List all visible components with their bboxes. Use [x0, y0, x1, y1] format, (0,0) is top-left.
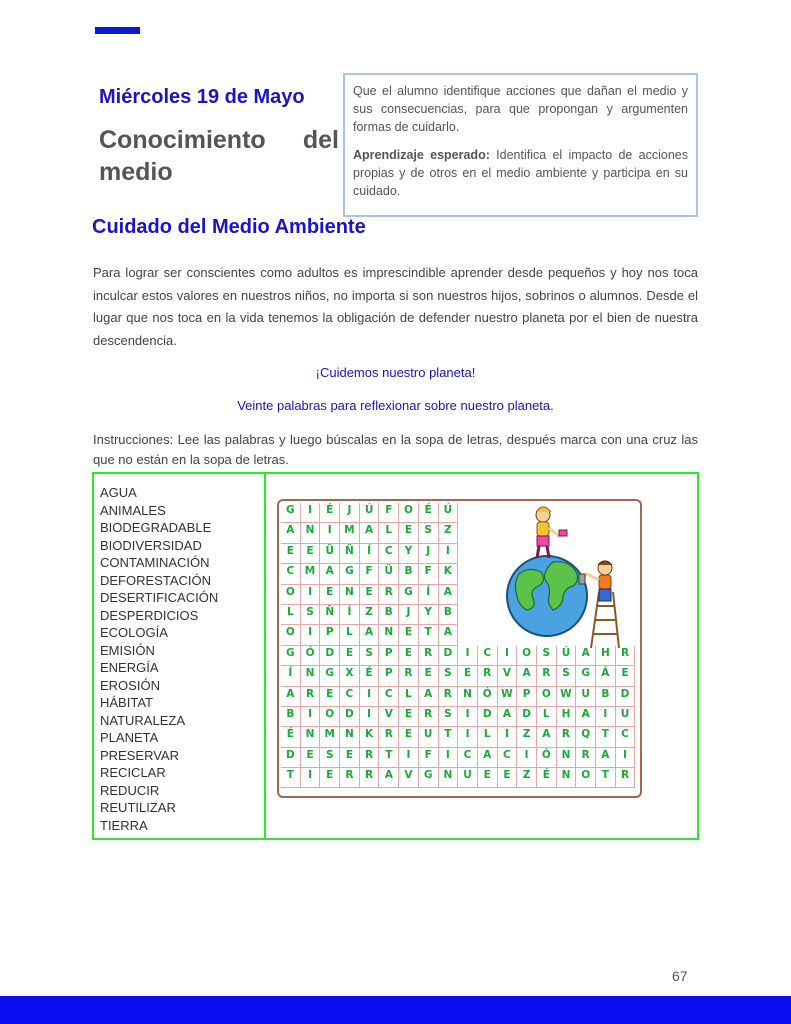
grid-letter[interactable]: V — [379, 707, 399, 727]
word-item: PLANETA — [100, 730, 159, 745]
grid-letter[interactable]: I — [596, 707, 616, 727]
grid-letter[interactable]: E — [419, 666, 439, 686]
grid-letter[interactable]: A — [439, 625, 459, 645]
grid-letter[interactable]: B — [596, 687, 616, 707]
grid-letter[interactable]: S — [320, 748, 340, 768]
word-item: HÁBITAT — [100, 695, 153, 710]
grid-letter[interactable]: N — [301, 666, 321, 686]
grid-letter[interactable]: E — [301, 544, 321, 564]
word-search-activity — [92, 472, 699, 840]
grid-letter[interactable]: C — [379, 687, 399, 707]
grid-letter[interactable]: R — [340, 768, 360, 788]
grid-letter[interactable]: A — [537, 727, 557, 747]
grid-letter[interactable]: Z — [517, 727, 537, 747]
grid-letter[interactable]: B — [281, 707, 301, 727]
grid-letter[interactable]: C — [498, 748, 518, 768]
grid-letter[interactable]: A — [379, 768, 399, 788]
grid-letter[interactable]: R — [616, 646, 636, 666]
grid-letter[interactable]: A — [576, 646, 596, 666]
boy-shirt — [599, 575, 611, 589]
grid-letter[interactable]: R — [419, 707, 439, 727]
grid-blank — [458, 585, 478, 605]
grid-letter[interactable]: L — [281, 605, 301, 625]
objective-box — [343, 73, 698, 217]
grid-letter[interactable]: F — [379, 503, 399, 523]
grid-letter[interactable]: N — [557, 768, 577, 788]
grid-letter[interactable]: A — [498, 707, 518, 727]
slogan: ¡Cuidemos nuestro planeta! — [315, 365, 476, 380]
learning-label: Aprendizaje esperado: — [353, 148, 490, 162]
instructions: Instrucciones: Lee las palabras y luego búscalas en la sopa de letras, después marca con una cruz las que no están en la sopa de letras. — [93, 432, 698, 467]
grid-letter[interactable]: É — [419, 503, 439, 523]
word-item: PRESERVAR — [100, 747, 179, 763]
word-item: DEFORESTACIÓN — [100, 572, 211, 588]
word-item: BIODEGRADABLE — [100, 520, 212, 535]
grid-letter[interactable]: R — [379, 585, 399, 605]
grid-letter[interactable]: T — [419, 625, 439, 645]
grid-letter[interactable]: F — [419, 564, 439, 584]
grid-blank — [458, 564, 478, 584]
grid-letter[interactable]: J — [399, 605, 419, 625]
grid-letter[interactable]: I — [301, 625, 321, 645]
grid-letter[interactable]: P — [379, 646, 399, 666]
grid-letter[interactable]: Ú — [557, 646, 577, 666]
grid-letter[interactable]: H — [596, 646, 616, 666]
grid-letter[interactable]: V — [399, 768, 419, 788]
boy-pants — [599, 589, 611, 601]
grid-blank — [458, 544, 478, 564]
column-divider — [264, 474, 266, 838]
grid-letter[interactable]: R — [379, 727, 399, 747]
grid-blank — [458, 503, 478, 523]
word-item: DESPERDICIOS — [100, 607, 199, 623]
grid-letter[interactable]: A — [419, 687, 439, 707]
grid-letter[interactable]: Ó — [537, 748, 557, 768]
grid-letter[interactable]: N — [301, 727, 321, 747]
grid-letter[interactable]: T — [439, 727, 459, 747]
girl-leg-right — [547, 546, 549, 558]
grid-letter[interactable]: I — [320, 523, 340, 543]
grid-letter[interactable]: A — [576, 707, 596, 727]
grid-letter[interactable]: B — [439, 605, 459, 625]
activity-subtitle: Veinte palabras para reflexionar sobre nuestro planeta. — [237, 398, 554, 413]
word-list — [100, 484, 218, 834]
grid-blank — [458, 605, 478, 625]
girl-pants — [537, 536, 549, 546]
grid-letter[interactable]: C — [340, 687, 360, 707]
word-item: ANIMALES — [100, 502, 166, 518]
grid-letter[interactable]: Y — [399, 544, 419, 564]
grid-letter[interactable]: V — [498, 666, 518, 686]
grid-letter[interactable]: N — [340, 727, 360, 747]
subject-title: Conocimiento del medio — [99, 126, 339, 186]
grid-letter[interactable]: I — [301, 768, 321, 788]
grid-letter[interactable]: Í — [340, 605, 360, 625]
grid-letter[interactable]: I — [301, 503, 321, 523]
grid-letter[interactable]: R — [576, 748, 596, 768]
grid-letter[interactable]: E — [320, 687, 340, 707]
grid-letter[interactable]: U — [616, 707, 636, 727]
grid-letter[interactable]: E — [399, 523, 419, 543]
grid-letter[interactable]: G — [419, 768, 439, 788]
grid-letter[interactable]: R — [557, 727, 577, 747]
grid-letter[interactable]: E — [399, 707, 419, 727]
boy-hair — [598, 561, 612, 565]
grid-letter[interactable]: E — [498, 768, 518, 788]
grid-letter[interactable]: N — [340, 585, 360, 605]
grid-blank — [458, 523, 478, 543]
grid-letter[interactable]: G — [281, 646, 301, 666]
grid-letter[interactable]: R — [537, 666, 557, 686]
word-item: ENERGÍA — [100, 660, 159, 675]
grid-letter[interactable]: A — [596, 748, 616, 768]
grid-letter[interactable]: Ñ — [340, 544, 360, 564]
grid-letter[interactable]: E — [458, 666, 478, 686]
grid-letter[interactable]: A — [281, 687, 301, 707]
grid-letter[interactable]: O — [320, 707, 340, 727]
grid-letter[interactable]: J — [419, 544, 439, 564]
word-item: REDUCIR — [100, 782, 160, 798]
word-item: DESERTIFICACIÓN — [100, 590, 219, 605]
grid-letter[interactable]: E — [616, 666, 636, 686]
lesson-date: Miércoles 19 de Mayo — [99, 86, 305, 108]
grid-letter[interactable]: J — [340, 503, 360, 523]
grid-letter[interactable]: D — [320, 646, 340, 666]
grid-letter[interactable]: H — [557, 707, 577, 727]
grid-letter[interactable]: S — [537, 646, 557, 666]
word-item: RECICLAR — [100, 765, 166, 780]
grid-letter[interactable]: I — [439, 544, 459, 564]
grid-letter[interactable]: D — [517, 707, 537, 727]
top-accent-bar — [95, 27, 140, 34]
grid-letter[interactable]: R — [360, 768, 380, 788]
grid-letter[interactable]: R — [360, 748, 380, 768]
grid-letter[interactable]: E — [320, 585, 340, 605]
intro-paragraph: Para lograr ser conscientes como adultos es imprescindible aprender desde pequeños y hoy nos toca inculcar estos valores en nuestros niños, no importa si son nuestros hijos, sobrinos o alumnos. Desde el lugar que nos toca en la vida tenemos la obligación de defender nuestro planeta por el bien de nuestra descendencia. — [93, 265, 698, 348]
word-item: ECOLOGÍA — [100, 625, 168, 640]
grid-letter[interactable]: C — [616, 727, 636, 747]
grid-letter[interactable]: O — [399, 503, 419, 523]
grid-letter[interactable]: T — [596, 727, 616, 747]
grid-letter[interactable]: C — [379, 544, 399, 564]
grid-letter[interactable]: I — [498, 727, 518, 747]
grid-letter[interactable]: P — [379, 666, 399, 686]
grid-letter[interactable]: G — [320, 666, 340, 686]
grid-letter[interactable]: É — [281, 727, 301, 747]
paint-brush — [579, 574, 585, 584]
word-search-frame — [277, 499, 642, 798]
girl-hair — [536, 507, 551, 512]
grid-letter[interactable]: A — [320, 564, 340, 584]
grid-letter[interactable]: Ü — [320, 544, 340, 564]
objective-purpose: Que el alumno identifique acciones que dañan el medio y sus consecuencias, para que propongan y argumenten formas de cuidarlo. — [353, 84, 688, 134]
grid-letter[interactable]: A — [360, 625, 380, 645]
grid-letter[interactable]: N — [301, 523, 321, 543]
page-number: 67 — [672, 968, 688, 984]
grid-letter[interactable]: T — [281, 768, 301, 788]
grid-letter[interactable]: G — [576, 666, 596, 686]
grid-letter[interactable]: Q — [576, 727, 596, 747]
grid-letter[interactable]: X — [340, 666, 360, 686]
grid-letter[interactable]: S — [439, 707, 459, 727]
grid-letter[interactable]: I — [458, 707, 478, 727]
learning-expected — [353, 146, 688, 200]
grid-letter[interactable]: E — [320, 768, 340, 788]
grid-letter[interactable]: O — [537, 687, 557, 707]
grid-letter[interactable]: F — [419, 748, 439, 768]
girl-shirt — [537, 522, 549, 536]
grid-letter[interactable]: D — [439, 646, 459, 666]
grid-letter[interactable]: R — [419, 646, 439, 666]
word-item: REUTILIZAR — [100, 800, 176, 815]
grid-letter[interactable]: O — [281, 585, 301, 605]
grid-letter[interactable]: G — [399, 585, 419, 605]
grid-letter[interactable]: R — [439, 687, 459, 707]
grid-letter[interactable]: E — [281, 544, 301, 564]
grid-letter[interactable]: I — [439, 748, 459, 768]
grid-letter[interactable]: R — [478, 666, 498, 686]
grid-letter[interactable]: I — [458, 727, 478, 747]
grid-letter[interactable]: O — [517, 646, 537, 666]
grid-letter[interactable]: N — [557, 748, 577, 768]
grid-letter[interactable]: Ó — [478, 687, 498, 707]
grid-letter[interactable]: Ü — [379, 564, 399, 584]
grid-letter[interactable]: D — [616, 687, 636, 707]
grid-letter[interactable]: L — [399, 687, 419, 707]
earth-children-illustration — [479, 502, 639, 650]
word-item: CONTAMINACIÓN — [100, 555, 210, 570]
grid-letter[interactable]: E — [301, 748, 321, 768]
grid-letter[interactable]: É — [320, 503, 340, 523]
grid-letter[interactable]: N — [379, 625, 399, 645]
grid-letter[interactable]: A — [517, 666, 537, 686]
grid-letter[interactable]: I — [399, 748, 419, 768]
grid-letter[interactable]: Á — [596, 666, 616, 686]
grid-letter[interactable]: D — [478, 707, 498, 727]
word-item: TIERRA — [100, 817, 148, 833]
grid-letter[interactable]: Z — [517, 768, 537, 788]
grid-letter[interactable]: C — [478, 646, 498, 666]
grid-letter[interactable]: G — [281, 503, 301, 523]
grid-letter[interactable]: E — [478, 768, 498, 788]
grid-letter[interactable]: K — [360, 727, 380, 747]
grid-letter[interactable]: R — [301, 687, 321, 707]
grid-letter[interactable]: F — [360, 564, 380, 584]
grid-letter[interactable]: L — [340, 625, 360, 645]
grid-letter[interactable]: N — [458, 687, 478, 707]
grid-letter[interactable]: C — [281, 564, 301, 584]
grid-letter[interactable]: E — [340, 748, 360, 768]
grid-letter[interactable]: P — [320, 625, 340, 645]
grid-letter[interactable]: I — [498, 646, 518, 666]
grid-letter[interactable]: S — [557, 666, 577, 686]
grid-letter[interactable]: I — [517, 748, 537, 768]
grid-letter[interactable]: Í — [360, 544, 380, 564]
grid-letter[interactable]: A — [281, 523, 301, 543]
grid-letter[interactable]: K — [439, 564, 459, 584]
grid-letter[interactable]: B — [379, 605, 399, 625]
grid-letter[interactable]: B — [399, 564, 419, 584]
bottom-accent-bar — [0, 996, 791, 1024]
grid-letter[interactable]: T — [379, 748, 399, 768]
grid-letter[interactable]: O — [576, 768, 596, 788]
grid-letter[interactable]: I — [301, 585, 321, 605]
grid-letter[interactable]: W — [557, 687, 577, 707]
grid-blank — [458, 625, 478, 645]
sponge — [559, 530, 567, 536]
word-item: AGUA — [100, 485, 137, 500]
grid-letter[interactable]: É — [360, 666, 380, 686]
section-title: Cuidado del Medio Ambiente — [92, 216, 366, 238]
grid-letter[interactable]: Ú — [360, 503, 380, 523]
grid-letter[interactable]: T — [596, 768, 616, 788]
grid-letter[interactable]: L — [478, 727, 498, 747]
grid-letter[interactable]: Ñ — [320, 605, 340, 625]
grid-letter[interactable]: L — [537, 707, 557, 727]
grid-letter[interactable]: R — [399, 666, 419, 686]
grid-letter[interactable]: I — [458, 646, 478, 666]
grid-letter[interactable]: Z — [439, 523, 459, 543]
grid-letter[interactable]: D — [281, 748, 301, 768]
grid-letter[interactable]: U — [419, 727, 439, 747]
grid-letter[interactable]: S — [301, 605, 321, 625]
grid-letter[interactable]: E — [399, 646, 419, 666]
grid-letter[interactable]: Ú — [439, 503, 459, 523]
grid-letter[interactable]: E — [399, 625, 419, 645]
word-item: NATURALEZA — [100, 712, 185, 728]
grid-letter[interactable]: N — [439, 768, 459, 788]
grid-letter[interactable]: E — [340, 646, 360, 666]
grid-letter[interactable]: D — [340, 707, 360, 727]
girl-leg-left — [537, 546, 539, 558]
grid-letter[interactable]: I — [616, 748, 636, 768]
grid-letter[interactable]: Í — [281, 666, 301, 686]
grid-letter[interactable]: L — [379, 523, 399, 543]
grid-letter[interactable]: I — [360, 687, 380, 707]
grid-letter[interactable]: R — [616, 768, 636, 788]
grid-letter[interactable]: Ó — [301, 646, 321, 666]
grid-letter[interactable]: U — [458, 768, 478, 788]
grid-letter[interactable]: O — [281, 625, 301, 645]
grid-letter[interactable]: É — [537, 768, 557, 788]
grid-letter[interactable]: P — [517, 687, 537, 707]
grid-letter[interactable]: C — [458, 748, 478, 768]
word-item: EMISIÓN — [100, 642, 155, 658]
grid-letter[interactable]: Z — [360, 605, 380, 625]
word-item: EROSIÓN — [100, 677, 160, 693]
grid-letter[interactable]: M — [301, 564, 321, 584]
grid-letter[interactable]: M — [340, 523, 360, 543]
grid-letter[interactable]: U — [576, 687, 596, 707]
grid-letter[interactable]: S — [360, 646, 380, 666]
grid-letter[interactable]: I — [360, 707, 380, 727]
grid-letter[interactable]: Y — [419, 605, 439, 625]
grid-letter[interactable]: A — [360, 523, 380, 543]
grid-letter[interactable]: Í — [419, 585, 439, 605]
grid-letter[interactable]: I — [301, 707, 321, 727]
grid-letter[interactable]: E — [360, 585, 380, 605]
grid-letter[interactable]: G — [340, 564, 360, 584]
word-item: BIODIVERSIDAD — [100, 537, 202, 553]
grid-letter[interactable]: W — [498, 687, 518, 707]
grid-letter[interactable]: A — [439, 585, 459, 605]
grid-letter[interactable]: S — [419, 523, 439, 543]
grid-letter[interactable]: M — [320, 727, 340, 747]
grid-letter[interactable]: A — [478, 748, 498, 768]
grid-letter[interactable]: S — [439, 666, 459, 686]
learning-text: Identifica el impacto de acciones propias y de otros en el medio ambiente y participa en su cuidado. — [353, 148, 688, 198]
grid-letter[interactable]: E — [399, 727, 419, 747]
